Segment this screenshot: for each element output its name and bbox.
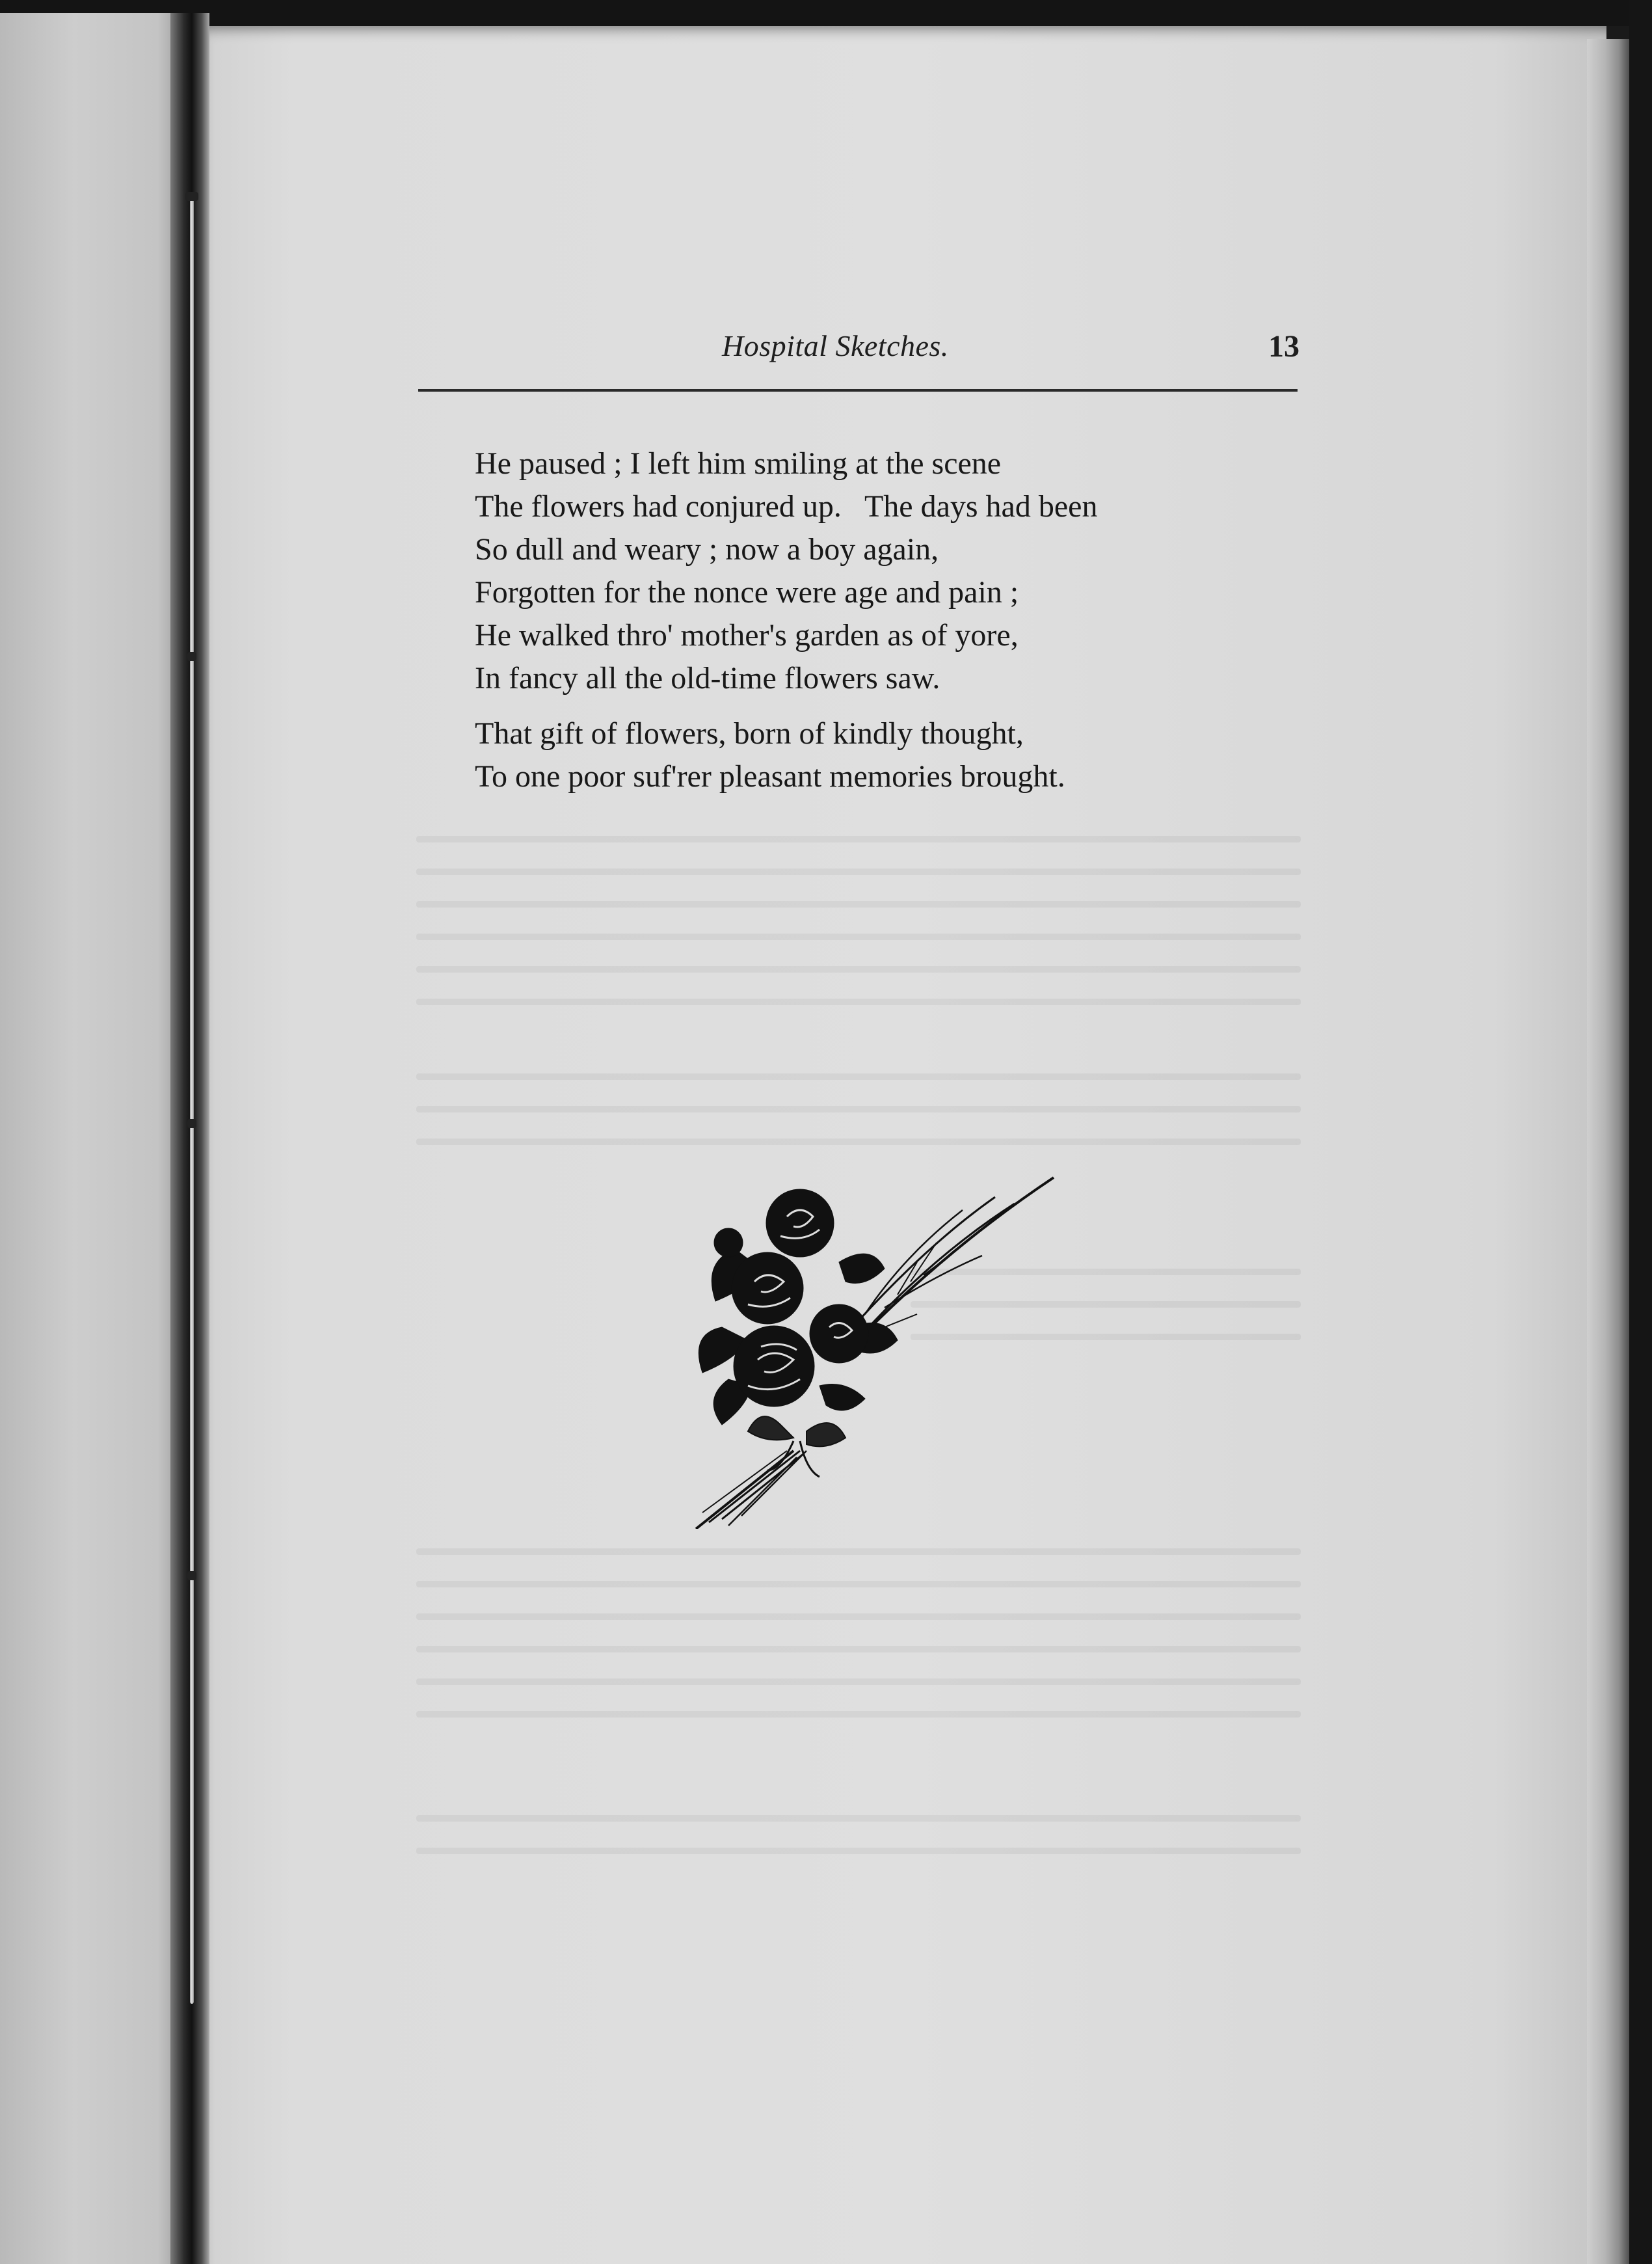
previous-page-edge <box>0 13 185 2264</box>
page-edge-right <box>1587 39 1632 2264</box>
poem-stanza <box>475 442 1097 700</box>
poem-line: Forgotten for the nonce were age and pain ; <box>475 575 1019 610</box>
binding-knot <box>185 192 198 201</box>
scanner-frame-right <box>1629 0 1652 2264</box>
binding-knot <box>187 1571 196 1580</box>
flower-bouquet-icon <box>689 1165 1067 1529</box>
poem-line: The flowers had conjured up. The days had been <box>475 489 1098 524</box>
poem-line: He paused ; I left him smiling at the scene <box>475 446 1002 481</box>
poem-line: To one poor suf'rer pleasant memories brought. <box>475 759 1065 794</box>
scanner-frame-top <box>0 0 1652 26</box>
binding-thread <box>190 195 194 2004</box>
running-head: Hospital Sketches. <box>722 329 949 362</box>
header-rule <box>418 389 1298 392</box>
binding-knot <box>187 1119 196 1128</box>
poem-line: In fancy all the old-time flowers saw. <box>475 661 940 695</box>
poem-stanza <box>475 712 1065 798</box>
poem-line: So dull and weary ; now a boy again, <box>475 532 939 567</box>
poem-line: That gift of flowers, born of kindly thought, <box>475 716 1024 751</box>
poem-line: He walked thro' mother's garden as of yore, <box>475 618 1019 653</box>
binding-knot <box>187 652 196 661</box>
page-number: 13 <box>1268 329 1299 364</box>
